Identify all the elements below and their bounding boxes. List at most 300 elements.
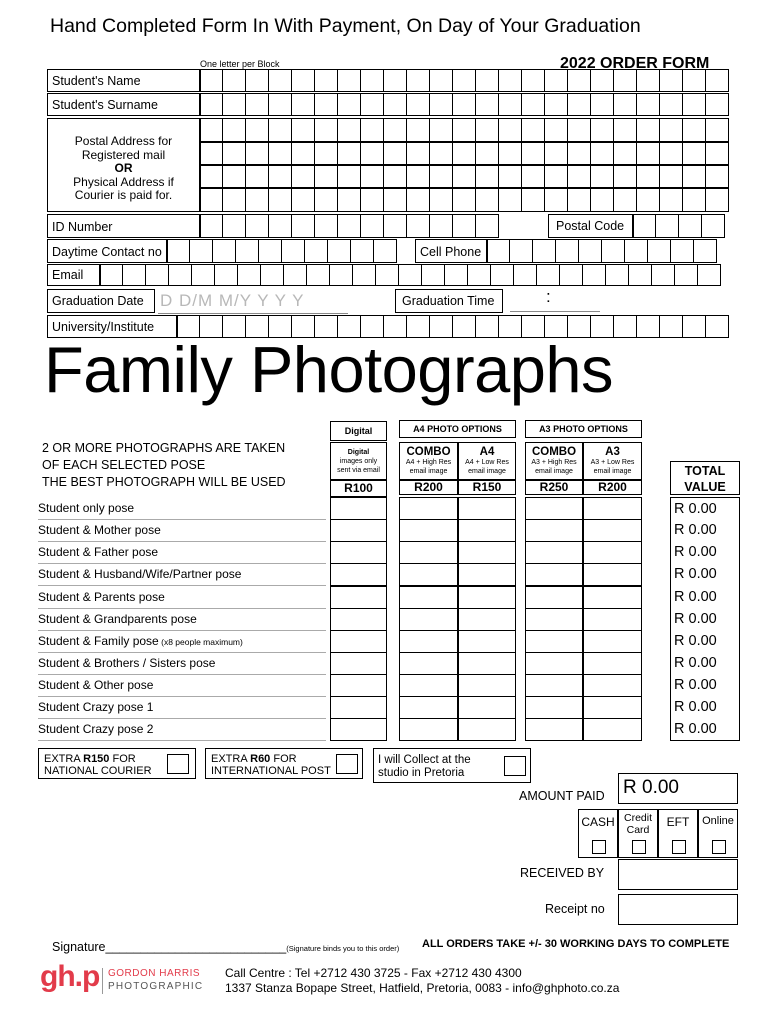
qty-cell-a3[interactable] (583, 696, 642, 719)
receipt-no-field[interactable] (618, 894, 738, 925)
letter-block[interactable] (453, 69, 476, 92)
letter-block[interactable] (422, 264, 445, 286)
letter-block[interactable] (556, 239, 579, 263)
company-name-2: PHOTOGRAPHIC (108, 981, 204, 992)
letter-block[interactable] (625, 239, 648, 263)
letter-block[interactable] (430, 142, 453, 165)
letter-block[interactable] (338, 118, 361, 142)
letter-block[interactable] (292, 165, 315, 188)
letter-block[interactable] (706, 142, 729, 165)
letter-block[interactable] (614, 142, 637, 165)
postal-address-input-4[interactable] (200, 188, 729, 212)
letter-block[interactable] (514, 264, 537, 286)
letter-block[interactable] (384, 188, 407, 212)
letter-block[interactable] (192, 264, 215, 286)
letter-block[interactable] (315, 165, 338, 188)
letter-block[interactable] (522, 69, 545, 92)
letter-block[interactable] (694, 239, 717, 263)
online-checkbox[interactable] (712, 840, 726, 854)
qty-cell-digital[interactable] (330, 718, 387, 741)
letter-block[interactable] (568, 69, 591, 92)
qty-cell-a4[interactable] (458, 630, 516, 653)
letter-block[interactable] (307, 264, 330, 286)
id-number-input[interactable] (200, 214, 499, 238)
letter-block[interactable] (637, 118, 660, 142)
letter-block[interactable] (637, 188, 660, 212)
qty-cell-a4[interactable] (458, 718, 516, 741)
letter-block[interactable] (683, 93, 706, 116)
pose-row-divider (38, 696, 326, 697)
letter-block[interactable] (407, 142, 430, 165)
letter-block[interactable] (602, 239, 625, 263)
qty-cell-digital[interactable] (330, 630, 387, 653)
letter-block[interactable] (533, 239, 556, 263)
letter-block[interactable] (361, 118, 384, 142)
letter-block[interactable] (453, 93, 476, 116)
letter-block[interactable] (702, 214, 725, 238)
letter-block[interactable] (671, 239, 694, 263)
letter-block[interactable] (361, 165, 384, 188)
letter-block[interactable] (583, 264, 606, 286)
letter-block[interactable] (683, 142, 706, 165)
letter-block[interactable] (476, 142, 499, 165)
letter-block[interactable] (683, 165, 706, 188)
letter-block[interactable] (315, 69, 338, 92)
letter-block[interactable] (637, 69, 660, 92)
letter-block[interactable] (246, 165, 269, 188)
letter-block[interactable] (269, 188, 292, 212)
qty-cell-a3[interactable] (583, 563, 642, 586)
letter-block[interactable] (100, 264, 123, 286)
letter-block[interactable] (269, 142, 292, 165)
qty-cell-a3[interactable] (583, 630, 642, 653)
qty-cell-a4[interactable] (458, 608, 516, 631)
letter-block[interactable] (499, 118, 522, 142)
letter-block[interactable] (453, 118, 476, 142)
qty-cell-a4-combo[interactable] (399, 563, 458, 586)
eft-checkbox[interactable] (672, 840, 686, 854)
qty-cell-a4-combo[interactable] (399, 630, 458, 653)
postal-address-input-3[interactable] (200, 165, 729, 188)
letter-block[interactable] (648, 239, 671, 263)
amount-paid-value: R 0.00 (623, 777, 679, 798)
letter-block[interactable] (200, 188, 223, 212)
qty-cell-a3[interactable] (583, 718, 642, 741)
letter-block[interactable] (499, 69, 522, 92)
letter-block[interactable] (706, 69, 729, 92)
letter-block[interactable] (499, 188, 522, 212)
national-courier-option[interactable] (38, 748, 196, 779)
letter-block[interactable] (545, 188, 568, 212)
letter-block[interactable] (338, 142, 361, 165)
pose-row-divider (38, 541, 326, 542)
collect-studio-checkbox[interactable] (504, 756, 526, 776)
letter-block[interactable] (614, 69, 637, 92)
letter-block[interactable] (476, 93, 499, 116)
letter-block[interactable] (430, 188, 453, 212)
letter-block[interactable] (223, 69, 246, 92)
letter-block[interactable] (591, 188, 614, 212)
qty-cell-a3-combo[interactable] (525, 586, 583, 609)
letter-block[interactable] (223, 93, 246, 116)
qty-cell-a3[interactable] (583, 652, 642, 675)
letter-block[interactable] (353, 264, 376, 286)
letter-block[interactable] (430, 69, 453, 92)
letter-block[interactable] (223, 188, 246, 212)
daytime-contact-label-box (47, 239, 167, 263)
letter-block[interactable] (328, 239, 351, 263)
letter-block[interactable] (568, 165, 591, 188)
letter-block[interactable] (545, 93, 568, 116)
letter-block[interactable] (246, 93, 269, 116)
received-by-field[interactable] (618, 859, 738, 890)
letter-block[interactable] (706, 315, 729, 338)
qty-cell-a4-combo[interactable] (399, 608, 458, 631)
letter-block[interactable] (660, 315, 683, 338)
letter-block[interactable] (292, 142, 315, 165)
letter-block[interactable] (292, 69, 315, 92)
letter-block[interactable] (399, 264, 422, 286)
letter-block[interactable] (614, 165, 637, 188)
eft-option[interactable] (658, 809, 698, 858)
letter-block[interactable] (213, 239, 236, 263)
letter-block[interactable] (338, 69, 361, 92)
letter-block[interactable] (656, 214, 679, 238)
letter-block[interactable] (223, 142, 246, 165)
credit-card-option[interactable] (618, 809, 658, 858)
letter-block[interactable] (223, 165, 246, 188)
letter-block[interactable] (282, 239, 305, 263)
qty-cell-digital[interactable] (330, 519, 387, 542)
letter-block[interactable] (361, 93, 384, 116)
letter-block[interactable] (315, 93, 338, 116)
letter-block[interactable] (246, 142, 269, 165)
qty-cell-digital[interactable] (330, 696, 387, 719)
letter-block[interactable] (223, 214, 246, 238)
letter-block[interactable] (476, 165, 499, 188)
letter-block[interactable] (660, 118, 683, 142)
cell-phone-input[interactable] (487, 239, 717, 263)
qty-cell-digital[interactable] (330, 541, 387, 564)
letter-block[interactable] (453, 142, 476, 165)
letter-block[interactable] (568, 142, 591, 165)
letter-block[interactable] (338, 93, 361, 116)
letter-block[interactable] (660, 93, 683, 116)
letter-block[interactable] (269, 93, 292, 116)
letter-block[interactable] (238, 264, 261, 286)
letter-block[interactable] (200, 142, 223, 165)
qty-cell-a3-combo[interactable] (525, 519, 583, 542)
email-input[interactable] (100, 264, 721, 286)
letter-block[interactable] (629, 264, 652, 286)
qty-cell-a4-combo[interactable] (399, 652, 458, 675)
letter-block[interactable] (292, 214, 315, 238)
letter-block[interactable] (269, 165, 292, 188)
qty-cell-a3[interactable] (583, 519, 642, 542)
letter-block[interactable] (591, 165, 614, 188)
qty-cell-a3-combo[interactable] (525, 630, 583, 653)
letter-block[interactable] (374, 239, 397, 263)
qty-cell-a3[interactable] (583, 497, 642, 520)
qty-cell-a3-combo[interactable] (525, 608, 583, 631)
letter-block[interactable] (261, 264, 284, 286)
letter-block[interactable] (660, 188, 683, 212)
letter-block[interactable] (537, 264, 560, 286)
letter-block[interactable] (522, 188, 545, 212)
qty-cell-a4[interactable] (458, 541, 516, 564)
letter-block[interactable] (614, 118, 637, 142)
qty-cell-a4[interactable] (458, 563, 516, 586)
letter-block[interactable] (445, 264, 468, 286)
letter-block[interactable] (476, 118, 499, 142)
qty-cell-a4-combo[interactable] (399, 586, 458, 609)
letter-block[interactable] (430, 214, 453, 238)
qty-cell-digital[interactable] (330, 586, 387, 609)
letter-block[interactable] (376, 264, 399, 286)
letter-block[interactable] (614, 93, 637, 116)
cash-checkbox[interactable] (592, 840, 606, 854)
letter-block[interactable] (259, 239, 282, 263)
letter-block[interactable] (706, 188, 729, 212)
letter-block[interactable] (292, 188, 315, 212)
letter-block[interactable] (579, 239, 602, 263)
letter-block[interactable] (407, 188, 430, 212)
letter-block[interactable] (338, 188, 361, 212)
letter-block[interactable] (384, 165, 407, 188)
letter-block[interactable] (476, 188, 499, 212)
letter-block[interactable] (683, 69, 706, 92)
cash-option[interactable] (578, 809, 618, 858)
letter-block[interactable] (660, 69, 683, 92)
letter-block[interactable] (683, 315, 706, 338)
letter-block[interactable] (269, 69, 292, 92)
qty-cell-digital[interactable] (330, 608, 387, 631)
letter-block[interactable] (407, 165, 430, 188)
letter-block[interactable] (284, 264, 307, 286)
letter-block[interactable] (637, 142, 660, 165)
letter-block[interactable] (698, 264, 721, 286)
letter-block[interactable] (269, 118, 292, 142)
letter-block[interactable] (637, 165, 660, 188)
letter-block[interactable] (568, 188, 591, 212)
letter-block[interactable] (606, 264, 629, 286)
letter-block[interactable] (652, 264, 675, 286)
signature-line[interactable] (52, 940, 399, 954)
letter-block[interactable] (453, 214, 476, 238)
letter-block[interactable] (315, 142, 338, 165)
letter-block[interactable] (236, 239, 259, 263)
qty-cell-a4[interactable] (458, 652, 516, 675)
letter-block[interactable] (591, 142, 614, 165)
qty-cell-a3-combo[interactable] (525, 718, 583, 741)
qty-cell-digital[interactable] (330, 563, 387, 586)
letter-block[interactable] (305, 239, 328, 263)
letter-block[interactable] (167, 239, 190, 263)
letter-block[interactable] (468, 264, 491, 286)
letter-block[interactable] (315, 118, 338, 142)
letter-block[interactable] (683, 188, 706, 212)
letter-block[interactable] (407, 214, 430, 238)
letter-block[interactable] (545, 69, 568, 92)
letter-block[interactable] (292, 93, 315, 116)
letter-block[interactable] (430, 165, 453, 188)
student-surname-input[interactable] (200, 93, 729, 116)
letter-block[interactable] (675, 264, 698, 286)
online-option[interactable] (698, 809, 738, 858)
letter-block[interactable] (522, 165, 545, 188)
letter-block[interactable] (246, 118, 269, 142)
qty-cell-a3-combo[interactable] (525, 563, 583, 586)
student-name-input[interactable] (200, 69, 729, 92)
letter-block[interactable] (545, 165, 568, 188)
letter-block[interactable] (190, 239, 213, 263)
qty-cell-a3[interactable] (583, 674, 642, 697)
letter-block[interactable] (246, 188, 269, 212)
letter-block[interactable] (545, 118, 568, 142)
qty-cell-a4[interactable] (458, 497, 516, 520)
qty-cell-a3-combo[interactable] (525, 696, 583, 719)
letter-block[interactable] (246, 214, 269, 238)
qty-cell-a3-combo[interactable] (525, 497, 583, 520)
letter-block[interactable] (200, 165, 223, 188)
letter-block[interactable] (361, 69, 384, 92)
letter-block[interactable] (614, 315, 637, 338)
letter-block[interactable] (499, 93, 522, 116)
letter-block[interactable] (269, 214, 292, 238)
row-total: R 0.00 (670, 519, 740, 542)
letter-block[interactable] (568, 93, 591, 116)
postal-address-input-2[interactable] (200, 142, 729, 165)
letter-block[interactable] (499, 165, 522, 188)
digital-desc-2: sent via email (337, 467, 380, 474)
letter-block[interactable] (169, 264, 192, 286)
letter-block[interactable] (491, 264, 514, 286)
letter-block[interactable] (660, 165, 683, 188)
letter-block[interactable] (200, 69, 223, 92)
letter-block[interactable] (706, 118, 729, 142)
letter-block[interactable] (430, 118, 453, 142)
letter-block[interactable] (476, 214, 499, 238)
letter-block[interactable] (679, 214, 702, 238)
letter-block[interactable] (215, 264, 238, 286)
letter-block[interactable] (591, 93, 614, 116)
qty-cell-a4[interactable] (458, 519, 516, 542)
letter-block[interactable] (384, 118, 407, 142)
qty-cell-digital[interactable] (330, 497, 387, 520)
qty-cell-digital[interactable] (330, 652, 387, 675)
letter-block[interactable] (487, 239, 510, 263)
letter-block[interactable] (292, 118, 315, 142)
letter-block[interactable] (338, 165, 361, 188)
letter-block[interactable] (510, 239, 533, 263)
letter-block[interactable] (146, 264, 169, 286)
credit-card-checkbox[interactable] (632, 840, 646, 854)
letter-block[interactable] (384, 142, 407, 165)
letter-block[interactable] (361, 142, 384, 165)
letter-block[interactable] (568, 118, 591, 142)
letter-block[interactable] (522, 93, 545, 116)
letter-block[interactable] (330, 264, 353, 286)
letter-block[interactable] (614, 188, 637, 212)
letter-block[interactable] (315, 214, 338, 238)
international-post-option[interactable] (205, 748, 363, 779)
letter-block[interactable] (545, 142, 568, 165)
letter-block[interactable] (200, 93, 223, 116)
qty-cell-a4[interactable] (458, 674, 516, 697)
letter-block[interactable] (123, 264, 146, 286)
courier-line-1: EXTRA R150 FOR (44, 753, 136, 765)
letter-block[interactable] (591, 69, 614, 92)
letter-block[interactable] (499, 142, 522, 165)
qty-cell-a3-combo[interactable] (525, 652, 583, 675)
letter-block[interactable] (560, 264, 583, 286)
postal-code-input[interactable] (633, 214, 725, 238)
international-post-checkbox[interactable] (336, 754, 358, 774)
qty-cell-a4[interactable] (458, 696, 516, 719)
qty-cell-a3[interactable] (583, 541, 642, 564)
letter-block[interactable] (200, 214, 223, 238)
letter-block[interactable] (660, 142, 683, 165)
qty-cell-a4-combo[interactable] (399, 674, 458, 697)
letter-block[interactable] (246, 69, 269, 92)
qty-cell-a4-combo[interactable] (399, 497, 458, 520)
qty-cell-a4-combo[interactable] (399, 696, 458, 719)
qty-cell-a4-combo[interactable] (399, 541, 458, 564)
letter-block[interactable] (351, 239, 374, 263)
letter-block[interactable] (384, 69, 407, 92)
letter-block[interactable] (683, 118, 706, 142)
letter-block[interactable] (200, 118, 223, 142)
letter-block[interactable] (706, 93, 729, 116)
daytime-contact-input[interactable] (167, 239, 397, 263)
letter-block[interactable] (361, 214, 384, 238)
letter-block[interactable] (407, 118, 430, 142)
letter-block[interactable] (315, 188, 338, 212)
letter-block[interactable] (453, 165, 476, 188)
letter-block[interactable] (522, 142, 545, 165)
letter-block[interactable] (361, 188, 384, 212)
qty-cell-a4-combo[interactable] (399, 718, 458, 741)
qty-cell-a3-combo[interactable] (525, 674, 583, 697)
qty-cell-a4[interactable] (458, 586, 516, 609)
qty-cell-digital[interactable] (330, 674, 387, 697)
qty-cell-a3[interactable] (583, 608, 642, 631)
grad-time-input[interactable] (510, 287, 600, 312)
letter-block[interactable] (637, 315, 660, 338)
collect-studio-option[interactable] (373, 748, 531, 783)
letter-block[interactable] (637, 93, 660, 116)
letter-block[interactable] (407, 93, 430, 116)
letter-block[interactable] (476, 69, 499, 92)
letter-block[interactable] (706, 165, 729, 188)
qty-cell-a3-combo[interactable] (525, 541, 583, 564)
letter-block[interactable] (591, 118, 614, 142)
grad-date-input[interactable] (158, 290, 358, 314)
letter-block[interactable] (633, 214, 656, 238)
letter-block[interactable] (407, 69, 430, 92)
postal-address-input-1[interactable] (200, 118, 729, 142)
qty-cell-a4-combo[interactable] (399, 519, 458, 542)
national-courier-checkbox[interactable] (167, 754, 189, 774)
letter-block[interactable] (223, 118, 246, 142)
letter-block[interactable] (522, 118, 545, 142)
letter-block[interactable] (384, 214, 407, 238)
letter-block[interactable] (338, 214, 361, 238)
letter-block[interactable] (430, 93, 453, 116)
qty-cell-a3[interactable] (583, 586, 642, 609)
letter-block[interactable] (384, 93, 407, 116)
letter-block[interactable] (453, 188, 476, 212)
